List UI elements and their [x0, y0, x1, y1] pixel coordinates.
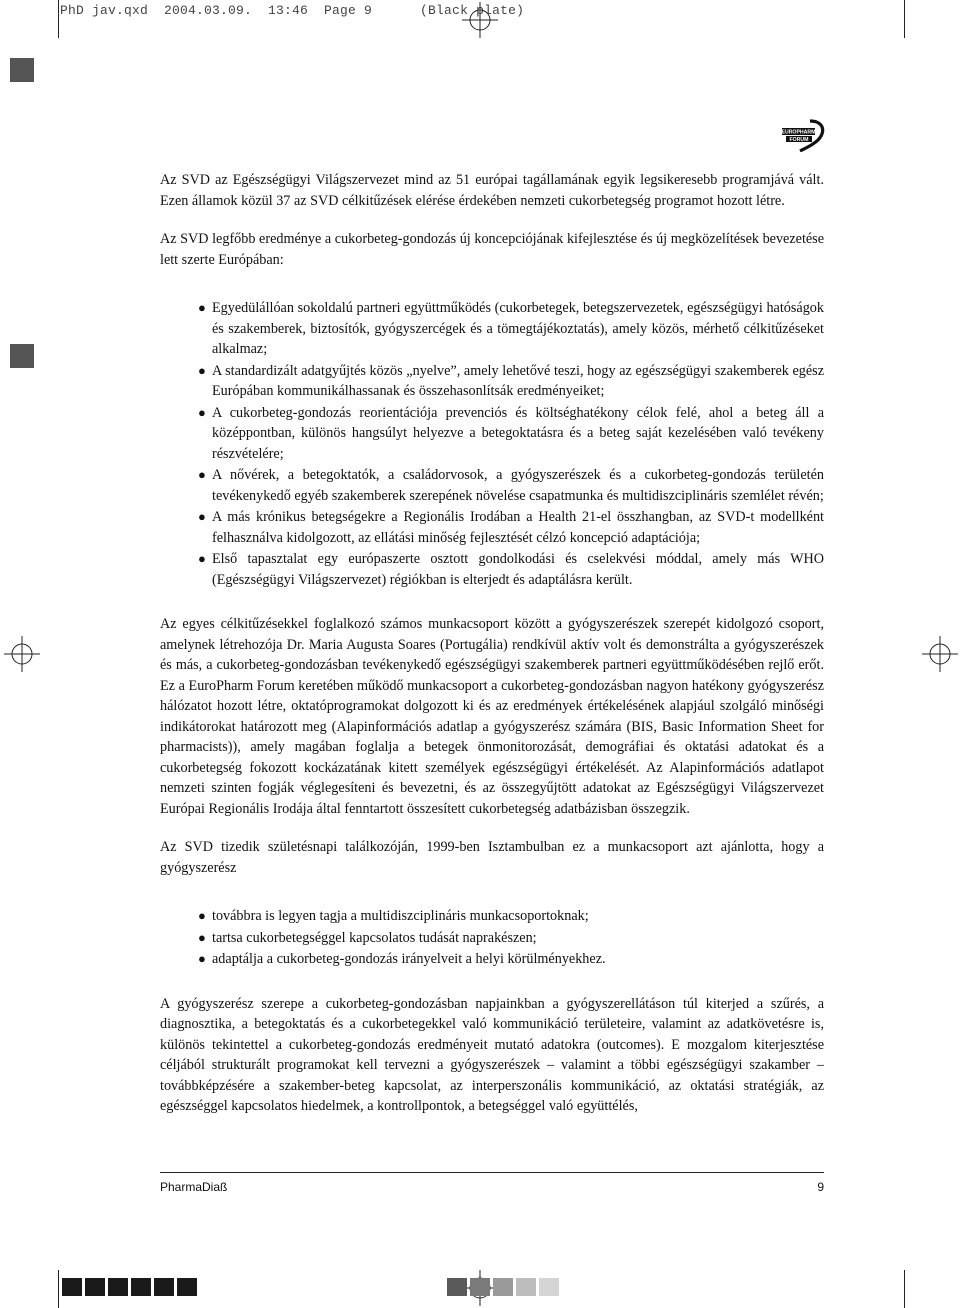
- page-number: 9: [817, 1180, 824, 1194]
- svg-text:EUROPHARM: EUROPHARM: [781, 129, 816, 136]
- paragraph: Az egyes célkitűzésekkel foglalkozó számos munkacsoport között a gyógyszerészek szerepét kidolgozó csoport, amelynek létrehozója Dr. Maria Augusta Soares (Portugália) rendkívül aktív volt és demonstrálta a gyógyszerészek és más, a cukorbeteg-gondozásban tevékenykedő egészségügyi szakemberek partneri együttműködésében rejlő erőt. Ez a EuroPharm Forum keretében működő munkacsoport a cukorbeteg-gondozásban nagyon hatékony gyógyszerész hálózatot hozott létre, oktatóprogramokat dolgozott ki és az eredmények értékelésének alapjául szolgáló minőségi indikátorokat határozott meg (Alapinformációs adatlap a gyógyszerész számára (BIS, Basic Information Sheet for pharmacists)), amely magában foglalja a betegek önmonitorozását, demográfiai és oktatási adatokat és a cukorbetegség fokozott kockázatának kitett személyek egészségügyi értékelését. Az Alapinformációs adatlapot nemzeti szinten fogják véglegesíteni és bevezetni, és az összegyűjtött adatokat az Egészségügyi Világszervezet Európai Regionális Irodája által fenntartott összesített cukorbetegség adatbázisban összegzik.: [160, 616, 824, 817]
- svg-text:FORUM: FORUM: [789, 136, 809, 143]
- crop-mark: [904, 0, 905, 38]
- bullet-icon: ●: [198, 467, 206, 482]
- article-body: [160, 170, 824, 1135]
- print-square: [10, 344, 34, 368]
- list-item: ● adaptálja a cukorbeteg-gondozás irányelveit a helyi körülményekhez.: [212, 949, 824, 970]
- bullet-icon: ●: [198, 929, 206, 945]
- color-bar-swatch: [493, 1278, 513, 1296]
- europharm-forum-logo-icon: [780, 118, 826, 152]
- list-item: ● továbbra is legyen tagja a multidiszciplináris munkacsoportoknak;: [212, 906, 824, 927]
- color-bar-swatch: [131, 1278, 151, 1296]
- registration-mark-icon: [4, 636, 40, 672]
- crop-mark: [58, 0, 59, 38]
- bullet-icon: ●: [198, 404, 206, 420]
- bullet-icon: ●: [198, 509, 206, 524]
- bullet-icon: ●: [198, 551, 206, 566]
- color-bar-swatch: [470, 1278, 490, 1296]
- print-slug: PhD jav.qxd 2004.03.09. 13:46 Page 9 (Black plate): [60, 3, 525, 18]
- paragraph: Az SVD az Egészségügyi Világszervezet mind az 51 európai tagállamának egyik legsikeresebb programjává vált. Ezen államok közül 37 az SVD célkitűzések elérése érdekében nemzeti cukorbetegség programot hozott létre.: [160, 172, 824, 209]
- color-bar-swatch: [539, 1278, 559, 1296]
- color-bar-swatch: [177, 1278, 197, 1296]
- footer-rule: [160, 1172, 824, 1173]
- registration-mark-icon: [922, 636, 958, 672]
- crop-mark: [58, 1270, 59, 1308]
- bullet-list: [160, 298, 824, 590]
- paragraph: Az SVD tizedik születésnapi találkozóján, 1999-ben Isztambulban ez a munkacsoport azt ajánlotta, hogy a gyógyszerész: [160, 839, 824, 876]
- list-item: ● A nővérek, a betegoktatók, a családorvosok, a gyógyszerészek és a cukorbeteg-gondozás területén tevékenykedő egyéb szakemberek szerepének növelése csapatmunka és multidiszciplináris szemlélet révén;: [198, 467, 824, 504]
- color-bar-swatch: [447, 1278, 467, 1296]
- footer-publication: PharmaDiaß: [160, 1180, 228, 1194]
- paragraph: Az SVD legfőbb eredménye a cukorbeteg-gondozás új koncepciójának kifejlesztése és új megközelítések bevezetése lett szerte Európában:: [160, 231, 824, 268]
- color-bar-swatch: [516, 1278, 536, 1296]
- registration-mark-icon: [462, 2, 498, 38]
- bullet-icon: ●: [198, 908, 206, 923]
- list-item: ● Első tapasztalat egy európaszerte osztott gondolkodási és cselekvési móddal, amely más WHO (Egészségügyi Világszervezet) régiókban is elterjedt és adaptálásra került.: [198, 551, 824, 588]
- bullet-icon: ●: [198, 300, 206, 315]
- list-item: ● Egyedülállóan sokoldalú partneri együttműködés (cukorbetegek, betegszervezetek, egészségügyi hatóságok és szakemberek, biztosítók, gyógyszercégek és a tömegtájékoztatás), amely közös, mérhető célkitűzéseket alkalmaz;: [198, 300, 824, 357]
- color-bar-swatch: [62, 1278, 82, 1296]
- print-square: [10, 58, 34, 82]
- list-item: ● A standardizált adatgyűjtés közös „nyelve”, amely lehetővé teszi, hogy az egészségügyi szakemberek egész Európában kommunikálhassanak és összehasonlítsák eredményeiket;: [198, 362, 824, 399]
- color-bar-swatch: [154, 1278, 174, 1296]
- color-bar-swatch: [108, 1278, 128, 1296]
- crop-mark: [904, 1270, 905, 1308]
- list-item: ● A cukorbeteg-gondozás reorientációja prevenciós és költséghatékony célok felé, ahol a beteg áll a középpontban, különös hangsúlyt helyezve a betegoktatásra és a beteg saját kezelésében való tevékeny részvételére;: [198, 404, 824, 462]
- bullet-list: [160, 906, 824, 970]
- list-item: ● tartsa cukorbetegséggel kapcsolatos tudását naprakészen;: [212, 928, 824, 949]
- bullet-icon: ●: [198, 951, 206, 966]
- paragraph: A gyógyszerész szerepe a cukorbeteg-gondozásban napjainkban a gyógyszerellátáson túl kiterjed a szűrés, a diagnosztika, a betegoktatás és a cukorbetegekkel való kommunikáció területeire, valamint az adatkövetésre is, különös tekintettel a cukorbeteg-gondozás eredményeit mutató adatokra (outcomes). E mozgalom kiterjesztése céljából strukturált programokat kell tervezni a gyógyszerészek – valamint a többi egészségügyi szakamber – továbbképzésére a szakember-beteg kapcsolat, az interperszonális kommunikáció, az oktatási stratégiák, az egészséggel kapcsolatos hiedelmek, a kontrollpontok, a betegséggel való együttélés,: [160, 995, 824, 1114]
- list-item: ● A más krónikus betegségekre a Regionális Irodában a Health 21-el összhangban, az SVD-t modellként felhasználva kidolgozott, az ellátási minőség fejlesztését célzó koncepció adaptációja;: [198, 509, 824, 546]
- color-bar-swatch: [85, 1278, 105, 1296]
- bullet-icon: ●: [198, 362, 206, 378]
